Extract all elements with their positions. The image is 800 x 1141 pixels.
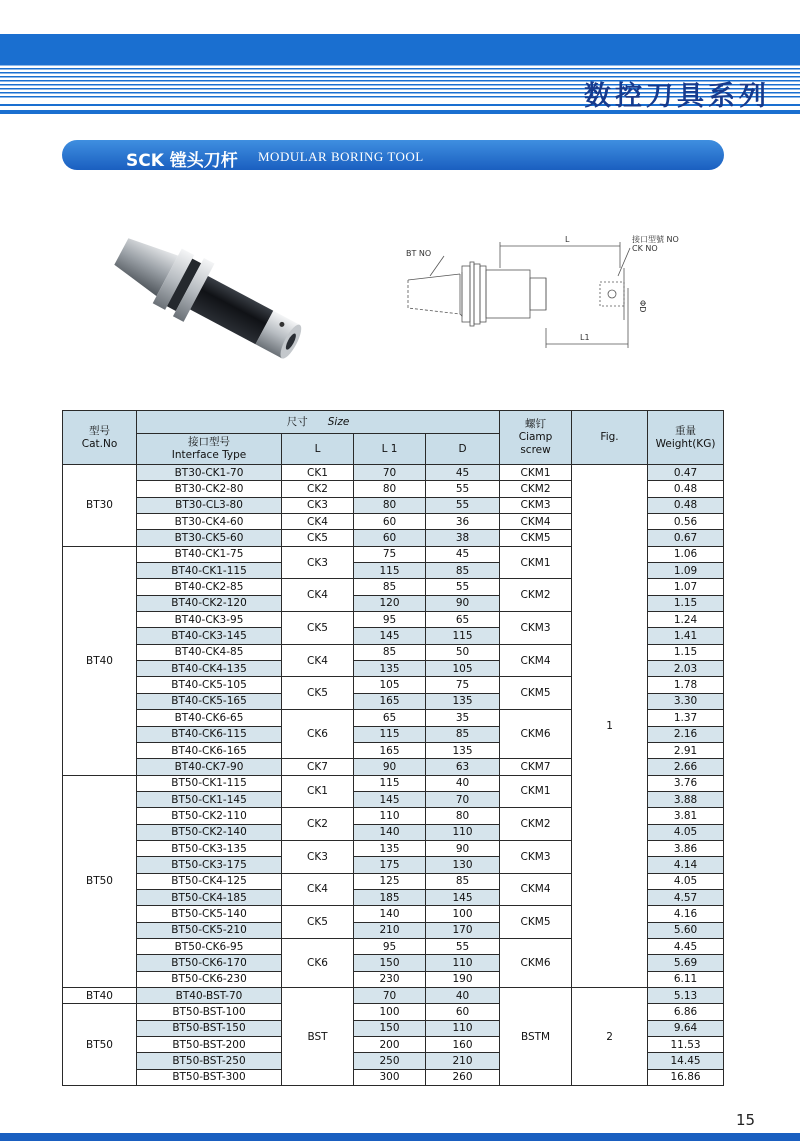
cell-l1: 80 xyxy=(354,481,426,497)
header-weight xyxy=(648,411,724,465)
cell-cat-no: BT50 xyxy=(63,1004,137,1086)
cell-interface-type: BT30-CL3-80 xyxy=(137,497,282,513)
cell-l: BST xyxy=(282,988,354,1086)
cell-cat-no: BT40 xyxy=(63,546,137,775)
cell-l1: 140 xyxy=(354,906,426,922)
cell-interface-type: BT30-CK2-80 xyxy=(137,481,282,497)
cell-screw: CKM4 xyxy=(500,514,572,530)
cell-screw: CKM1 xyxy=(500,775,572,808)
cell-l1: 95 xyxy=(354,938,426,954)
header-weight-cn: 重量 xyxy=(675,424,697,437)
cell-interface-type: BT30-CK5-60 xyxy=(137,530,282,546)
header-weight-en: Weight(KG) xyxy=(655,437,716,450)
cell-d: 40 xyxy=(426,775,500,791)
header-screw-en2: screw xyxy=(520,444,551,456)
cell-l1: 115 xyxy=(354,726,426,742)
cell-weight: 1.15 xyxy=(648,595,724,611)
header-interface-cn: 接口型号 xyxy=(188,436,230,448)
cell-d: 85 xyxy=(426,726,500,742)
cell-screw: CKM6 xyxy=(500,938,572,987)
cell-screw: CKM1 xyxy=(500,546,572,579)
cell-interface-type: BT50-CK3-175 xyxy=(137,857,282,873)
cell-l1: 75 xyxy=(354,546,426,562)
cell-screw: CKM6 xyxy=(500,710,572,759)
cell-weight: 9.64 xyxy=(648,1020,724,1036)
cell-d: 190 xyxy=(426,971,500,987)
cell-d: 55 xyxy=(426,481,500,497)
cell-weight: 11.53 xyxy=(648,1037,724,1053)
cell-l1: 60 xyxy=(354,530,426,546)
cell-interface-type: BT40-CK2-85 xyxy=(137,579,282,595)
cell-weight: 5.13 xyxy=(648,988,724,1004)
cell-weight: 2.16 xyxy=(648,726,724,742)
cell-fig: 1 xyxy=(572,465,648,988)
label-diameter: ΦD xyxy=(638,300,647,313)
cell-d: 100 xyxy=(426,906,500,922)
cell-interface-type: BT40-CK6-115 xyxy=(137,726,282,742)
cell-weight: 3.81 xyxy=(648,808,724,824)
cell-l1: 165 xyxy=(354,693,426,709)
cell-interface-type: BT40-CK7-90 xyxy=(137,759,282,775)
cell-weight: 0.67 xyxy=(648,530,724,546)
cell-l: CK3 xyxy=(282,840,354,873)
cell-screw: CKM3 xyxy=(500,840,572,873)
cell-screw: CKM3 xyxy=(500,612,572,645)
cell-d: 55 xyxy=(426,938,500,954)
cell-weight: 1.06 xyxy=(648,546,724,562)
table-row xyxy=(63,465,724,481)
header-interface-en: Interface Type xyxy=(171,449,247,461)
cell-weight: 4.45 xyxy=(648,938,724,954)
cell-l1: 90 xyxy=(354,759,426,775)
header-size-en: Size xyxy=(327,415,350,428)
cell-interface-type: BT40-CK1-75 xyxy=(137,546,282,562)
table-row xyxy=(63,988,724,1004)
cell-weight: 5.60 xyxy=(648,922,724,938)
section-subtitle: MODULAR BORING TOOL xyxy=(258,149,424,164)
cell-interface-type: BT40-CK3-95 xyxy=(137,612,282,628)
cell-l1: 70 xyxy=(354,465,426,481)
header-interface xyxy=(137,434,282,465)
cell-l: CK6 xyxy=(282,710,354,759)
cell-l1: 65 xyxy=(354,710,426,726)
cell-l1: 85 xyxy=(354,579,426,595)
cell-weight: 3.30 xyxy=(648,693,724,709)
cell-weight: 4.05 xyxy=(648,873,724,889)
cell-weight: 16.86 xyxy=(648,1069,724,1085)
cell-interface-type: BT40-CK5-105 xyxy=(137,677,282,693)
header-screw-en1: Ciamp xyxy=(518,431,553,443)
cell-l: CK1 xyxy=(282,465,354,481)
cell-interface-type: BT30-CK4-60 xyxy=(137,514,282,530)
cell-d: 45 xyxy=(426,465,500,481)
cell-weight: 1.78 xyxy=(648,677,724,693)
cell-d: 145 xyxy=(426,889,500,905)
cell-screw: CKM4 xyxy=(500,873,572,906)
cell-d: 50 xyxy=(426,644,500,660)
cell-screw: CKM2 xyxy=(500,481,572,497)
cell-screw: CKM5 xyxy=(500,906,572,939)
cell-weight: 2.91 xyxy=(648,742,724,758)
cell-screw: CKM5 xyxy=(500,677,572,710)
cell-screw: CKM2 xyxy=(500,579,572,612)
cell-l: CK4 xyxy=(282,579,354,612)
cell-l1: 85 xyxy=(354,644,426,660)
header-l: L xyxy=(282,434,354,465)
product-photo xyxy=(98,216,314,386)
cell-d: 105 xyxy=(426,661,500,677)
cell-l: CK7 xyxy=(282,759,354,775)
cell-interface-type: BT50-CK5-210 xyxy=(137,922,282,938)
cell-weight: 1.09 xyxy=(648,563,724,579)
header-size xyxy=(137,411,500,434)
cell-l1: 80 xyxy=(354,497,426,513)
cell-l1: 120 xyxy=(354,595,426,611)
cell-l: CK4 xyxy=(282,644,354,677)
cell-screw: CKM2 xyxy=(500,808,572,841)
cell-screw: CKM3 xyxy=(500,497,572,513)
cell-interface-type: BT50-CK2-110 xyxy=(137,808,282,824)
cell-interface-type: BT50-CK2-140 xyxy=(137,824,282,840)
cell-d: 75 xyxy=(426,677,500,693)
cell-l1: 140 xyxy=(354,824,426,840)
cell-interface-type: BT50-BST-150 xyxy=(137,1020,282,1036)
cell-weight: 1.41 xyxy=(648,628,724,644)
cell-weight: 6.86 xyxy=(648,1004,724,1020)
cell-screw: CKM1 xyxy=(500,465,572,481)
cell-l1: 95 xyxy=(354,612,426,628)
cell-l1: 300 xyxy=(354,1069,426,1085)
cell-l1: 185 xyxy=(354,889,426,905)
cell-interface-type: BT50-CK6-230 xyxy=(137,971,282,987)
cell-interface-type: BT50-BST-100 xyxy=(137,1004,282,1020)
cell-l: CK1 xyxy=(282,775,354,808)
cell-weight: 4.57 xyxy=(648,889,724,905)
cell-weight: 1.24 xyxy=(648,612,724,628)
label-bt-no: BT NO xyxy=(406,249,432,258)
cell-interface-type: BT50-CK4-125 xyxy=(137,873,282,889)
cell-l1: 110 xyxy=(354,808,426,824)
cell-interface-type: BT50-CK4-185 xyxy=(137,889,282,905)
cell-weight: 14.45 xyxy=(648,1053,724,1069)
spec-table-body xyxy=(63,465,724,1086)
cell-d: 170 xyxy=(426,922,500,938)
cell-d: 130 xyxy=(426,857,500,873)
cell-d: 260 xyxy=(426,1069,500,1085)
cell-weight: 0.48 xyxy=(648,497,724,513)
cell-weight: 1.07 xyxy=(648,579,724,595)
label-interface-no: 接口型號 NO xyxy=(632,235,679,244)
cell-l1: 70 xyxy=(354,988,426,1004)
header-size-cn: 尺寸 xyxy=(286,415,308,428)
cell-interface-type: BT40-CK5-165 xyxy=(137,693,282,709)
cell-weight: 4.05 xyxy=(648,824,724,840)
cell-d: 110 xyxy=(426,955,500,971)
cell-interface-type: BT50-CK5-140 xyxy=(137,906,282,922)
cell-interface-type: BT50-BST-250 xyxy=(137,1053,282,1069)
label-l1: L1 xyxy=(580,333,590,342)
section-title: SCK 镗头刀杆 xyxy=(126,151,238,171)
header-cat-no-en: Cat.No xyxy=(81,437,118,450)
cell-l1: 115 xyxy=(354,563,426,579)
cell-d: 55 xyxy=(426,579,500,595)
cell-cat-no: BT30 xyxy=(63,465,137,547)
cell-l: CK3 xyxy=(282,497,354,513)
cell-d: 85 xyxy=(426,873,500,889)
cell-d: 38 xyxy=(426,530,500,546)
cell-l1: 200 xyxy=(354,1037,426,1053)
cell-screw: BSTM xyxy=(500,988,572,1086)
technical-drawing xyxy=(400,228,679,358)
cell-d: 36 xyxy=(426,514,500,530)
cell-d: 35 xyxy=(426,710,500,726)
cell-interface-type: BT40-CK6-65 xyxy=(137,710,282,726)
cell-l1: 150 xyxy=(354,955,426,971)
cell-weight: 2.03 xyxy=(648,661,724,677)
cell-l1: 250 xyxy=(354,1053,426,1069)
cell-l1: 175 xyxy=(354,857,426,873)
cell-interface-type: BT40-BST-70 xyxy=(137,988,282,1004)
cell-l1: 135 xyxy=(354,661,426,677)
label-l: L xyxy=(565,235,570,244)
cell-l: CK6 xyxy=(282,938,354,987)
cell-l: CK3 xyxy=(282,546,354,579)
cell-d: 63 xyxy=(426,759,500,775)
cell-l1: 145 xyxy=(354,791,426,807)
bottom-bar xyxy=(0,1133,800,1141)
header-cat-no xyxy=(63,411,137,465)
cell-weight: 3.88 xyxy=(648,791,724,807)
cell-l1: 125 xyxy=(354,873,426,889)
cell-weight: 1.37 xyxy=(648,710,724,726)
cell-l1: 210 xyxy=(354,922,426,938)
cell-l1: 135 xyxy=(354,840,426,856)
cell-d: 40 xyxy=(426,988,500,1004)
cell-interface-type: BT50-CK6-170 xyxy=(137,955,282,971)
cell-d: 115 xyxy=(426,628,500,644)
cell-d: 80 xyxy=(426,808,500,824)
cell-d: 65 xyxy=(426,612,500,628)
cell-l: CK2 xyxy=(282,808,354,841)
cell-d: 110 xyxy=(426,1020,500,1036)
cell-screw: CKM7 xyxy=(500,759,572,775)
cell-interface-type: BT40-CK3-145 xyxy=(137,628,282,644)
cell-weight: 0.48 xyxy=(648,481,724,497)
cell-interface-type: BT50-BST-200 xyxy=(137,1037,282,1053)
spec-table xyxy=(62,410,724,1086)
cell-l: CK4 xyxy=(282,873,354,906)
cell-cat-no: BT40 xyxy=(63,988,137,1004)
cell-interface-type: BT50-CK6-95 xyxy=(137,938,282,954)
cell-l1: 150 xyxy=(354,1020,426,1036)
cell-l: CK4 xyxy=(282,514,354,530)
cell-interface-type: BT50-CK1-145 xyxy=(137,791,282,807)
cell-weight: 2.66 xyxy=(648,759,724,775)
cell-d: 160 xyxy=(426,1037,500,1053)
cell-d: 90 xyxy=(426,595,500,611)
header-screw xyxy=(500,411,572,465)
cell-weight: 5.69 xyxy=(648,955,724,971)
cell-interface-type: BT50-CK1-115 xyxy=(137,775,282,791)
cell-interface-type: BT40-CK4-135 xyxy=(137,661,282,677)
cell-weight: 1.15 xyxy=(648,644,724,660)
cell-weight: 0.47 xyxy=(648,465,724,481)
header-screw-cn: 螺钉 xyxy=(525,418,547,430)
cell-d: 70 xyxy=(426,791,500,807)
cell-d: 135 xyxy=(426,742,500,758)
cell-fig: 2 xyxy=(572,988,648,1086)
cell-l: CK5 xyxy=(282,677,354,710)
cell-interface-type: BT40-CK6-165 xyxy=(137,742,282,758)
header-d: D xyxy=(426,434,500,465)
cell-d: 90 xyxy=(426,840,500,856)
cell-interface-type: BT30-CK1-70 xyxy=(137,465,282,481)
cell-l: CK5 xyxy=(282,530,354,546)
cell-d: 135 xyxy=(426,693,500,709)
page-number: 15 xyxy=(736,1111,756,1129)
cell-interface-type: BT40-CK1-115 xyxy=(137,563,282,579)
cell-d: 110 xyxy=(426,824,500,840)
cell-weight: 0.56 xyxy=(648,514,724,530)
cell-d: 55 xyxy=(426,497,500,513)
cell-weight: 4.16 xyxy=(648,906,724,922)
cell-cat-no: BT50 xyxy=(63,775,137,987)
header-cat-no-cn: 型号 xyxy=(89,424,110,437)
cell-weight: 3.76 xyxy=(648,775,724,791)
header-fig: Fig. xyxy=(572,411,648,465)
cell-l: CK5 xyxy=(282,612,354,645)
cell-screw: CKM5 xyxy=(500,530,572,546)
cell-l1: 145 xyxy=(354,628,426,644)
header-l1: L 1 xyxy=(354,434,426,465)
cell-screw: CKM4 xyxy=(500,644,572,677)
brand-title: 数控刀具系列 xyxy=(584,81,770,112)
cell-l: CK5 xyxy=(282,906,354,939)
cell-interface-type: BT50-CK3-135 xyxy=(137,840,282,856)
cell-d: 85 xyxy=(426,563,500,579)
cell-weight: 6.11 xyxy=(648,971,724,987)
cell-l: CK2 xyxy=(282,481,354,497)
cell-interface-type: BT40-CK4-85 xyxy=(137,644,282,660)
cell-d: 60 xyxy=(426,1004,500,1020)
cell-l1: 100 xyxy=(354,1004,426,1020)
cell-l1: 165 xyxy=(354,742,426,758)
cell-d: 45 xyxy=(426,546,500,562)
label-ck-no: CK NO xyxy=(632,244,658,253)
cell-weight: 4.14 xyxy=(648,857,724,873)
cell-l1: 105 xyxy=(354,677,426,693)
cell-interface-type: BT40-CK2-120 xyxy=(137,595,282,611)
cell-weight: 3.86 xyxy=(648,840,724,856)
cell-d: 210 xyxy=(426,1053,500,1069)
cell-l1: 115 xyxy=(354,775,426,791)
cell-l1: 60 xyxy=(354,514,426,530)
cell-interface-type: BT50-BST-300 xyxy=(137,1069,282,1085)
cell-l1: 230 xyxy=(354,971,426,987)
